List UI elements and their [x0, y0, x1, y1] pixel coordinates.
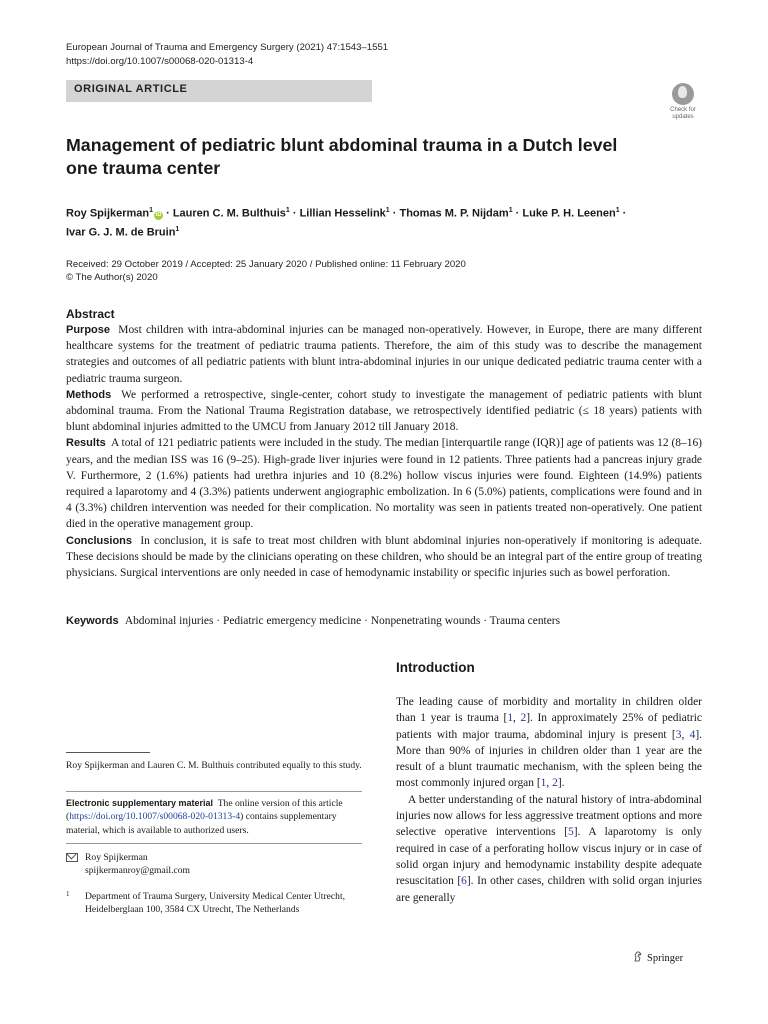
envelope-icon: [66, 853, 78, 862]
intro-paragraph-1: The leading cause of morbidity and mortality in children older than 1 year is trauma [1, 2]. In approximately 25% of pediatric patients with major trauma, abdominal injury is present [3, 4]. More than 90% of injuries in children older than 1 year are the result of a blunt traumatic mechanism, with the spleen being the most commonly injured organ [1, 2].: [396, 696, 702, 790]
author-name[interactable]: Ivar G. J. M. de Bruin: [66, 226, 176, 239]
orcid-icon[interactable]: iD: [155, 211, 162, 218]
author-name[interactable]: Roy Spijkerman: [66, 207, 150, 220]
citation-link[interactable]: 5: [568, 826, 574, 839]
author-name[interactable]: Lauren C. M. Bulthuis: [172, 207, 286, 220]
abstract-heading: Abstract: [66, 307, 115, 321]
publisher-logo: [633, 951, 683, 964]
article-title: Management of pediatric blunt abdominal trauma in a Dutch level one trauma center: [66, 135, 618, 178]
article-type-banner: [66, 80, 372, 102]
citation-link[interactable]: 1: [540, 777, 547, 790]
corresponding-name: Roy Spijkerman: [85, 852, 148, 863]
check-updates-text: Check for updates: [670, 107, 696, 120]
affiliation: [66, 890, 362, 917]
abstract-methods: Methods We performed a retrospective, single-center, cohort study to investigate the management of pediatric patients with blunt abdominal trauma. From the National Trauma Registration database, we retrospectively identified pediatric (≤ 18 years) patients with blunt abdominal injuries admitted to the UMCU from January 2012 till January 2018.: [66, 388, 702, 434]
affiliation-number: 1: [66, 890, 70, 898]
affiliation-text: Department of Trauma Surgery, University Medical Center Utrecht, Heidelberglaan 100, 3584 CX Utrecht, The Netherlands: [85, 891, 346, 916]
footnote-divider: [66, 843, 362, 844]
supplementary-note: Electronic supplementary material The online version of this article (https://doi.org/10.1007/s00068-020-01313-4) contains supplementary material, which is available to authorized users.: [66, 798, 343, 836]
doi-line[interactable]: https://doi.org/10.1007/s00068-020-01313-4: [66, 56, 254, 67]
introduction-heading: Introduction: [396, 660, 475, 675]
journal-citation: [66, 41, 388, 69]
article-type-label: ORIGINAL ARTICLE: [74, 83, 188, 95]
journal-line: European Journal of Trauma and Emergency Surgery (2021) 47:1543–1551: [66, 42, 389, 53]
citation-link[interactable]: 6: [461, 875, 467, 888]
check-for-updates-badge[interactable]: [665, 83, 701, 123]
footnote-divider: [66, 752, 150, 753]
copyright: © The Author(s) 2020: [66, 272, 158, 283]
corresponding-email[interactable]: spijkermanroy@gmail.com: [85, 865, 191, 877]
intro-paragraph-2: A better understanding of the natural history of intra-abdominal injuries now allows for less aggressive treatment options and more selective operative interventions [5]. A laparotomy is only required in case of a perforating hollow viscus injury or in case of solid organ injury and hemodynamic instability despite adequate resuscitation [6]. In other cases, children with solid organ injuries are generally: [396, 793, 703, 904]
keywords: [66, 613, 702, 629]
corresponding-author: [66, 851, 362, 878]
publication-dates: [66, 258, 466, 284]
citation-link[interactable]: 3: [675, 728, 682, 741]
abstract-purpose: Purpose Most children with intra-abdominal injuries can be managed non-operatively. However, in Europe, there are many different healthcare systems for the treatment of pediatric trauma patients. Therefore, the aim of this study was to describe the management strategies and outcomes of all pediatric patients with blunt intra-abdominal injuries in our unique dedicated pediatric trauma center with a pediatric trauma surgeon.: [66, 324, 703, 385]
citation-link[interactable]: 1: [507, 712, 514, 725]
introduction-body: [396, 694, 702, 906]
citation-link[interactable]: 2: [520, 712, 527, 725]
author-line-1: Roy Spijkerman$^1$iD · Lauren C. M. Bulthuis$^1$ · Lillian Hesselink$^1$ · Thomas M. P. Nijdam$^1$ · Luke P. H. Leenen$^1$ ·: [66, 207, 627, 220]
footnote-divider: [66, 791, 362, 792]
citation-link[interactable]: 2: [552, 777, 558, 790]
keywords-label: Keywords: [66, 615, 119, 627]
keywords-text: Abdominal injuries · Pediatric emergency medicine · Nonpenetrating wounds · Trauma centers: [124, 615, 561, 627]
abstract-results: Results A total of 121 pediatric patients were included in the study. The median [interquartile range (IQR)] age of patients was 12 (8–16) years, and the median ISS was 16 (9–25). High-grade liver injuries were found in 12 patients. Three patients had a pancreas injury grade V. Furthermore, 2 (1.6%) patients had urethra injuries and 10 (8.2%) hollow viscus injuries were found. Eighteen (14.9%) patients required a laparotomy and 4 (3.3%) patients underwent angiographic embolization. In 6 (5.0%) patients, complications were found and in 4 (3.3%) children intervention was needed for their complication. No mortality was seen in patients treated non-operatively. One patient died in the operative management group.: [66, 437, 702, 531]
abstract-conclusions: Conclusions In conclusion, it is safe to treat most children with blunt abdominal injuries non-operatively if monitoring is adequate. These decisions should be made by the clinicians operating on these children, who should be an integral part of the entire group of treating physicians. Surgical interventions are only needed in case of hemodynamic instability or specific injuries such as bowel perforation.: [66, 534, 703, 580]
citation-link[interactable]: 4: [689, 728, 696, 741]
contribution-note: Roy Spijkerman and Lauren C. M. Bulthuis contributed equally to this study.: [66, 760, 362, 771]
author-name[interactable]: Luke P. H. Leenen: [522, 207, 616, 220]
springer-horse-icon: [633, 951, 643, 962]
abstract-section: [66, 306, 702, 581]
author-name[interactable]: Lillian Hesselink: [299, 207, 386, 220]
bookmark-icon: [672, 83, 694, 105]
publisher-name: Springer: [647, 953, 684, 964]
received-accepted-published: Received: 29 October 2019 / Accepted: 25 January 2020 / Published online: 11 February 2020: [66, 259, 466, 270]
author-name[interactable]: Thomas M. P. Nijdam: [399, 207, 509, 220]
author-line-2: Ivar G. J. M. de Bruin$^1$: [66, 225, 180, 239]
supplementary-link[interactable]: https://doi.org/10.1007/s00068-020-01313-4: [69, 811, 241, 823]
author-list: [66, 203, 686, 240]
